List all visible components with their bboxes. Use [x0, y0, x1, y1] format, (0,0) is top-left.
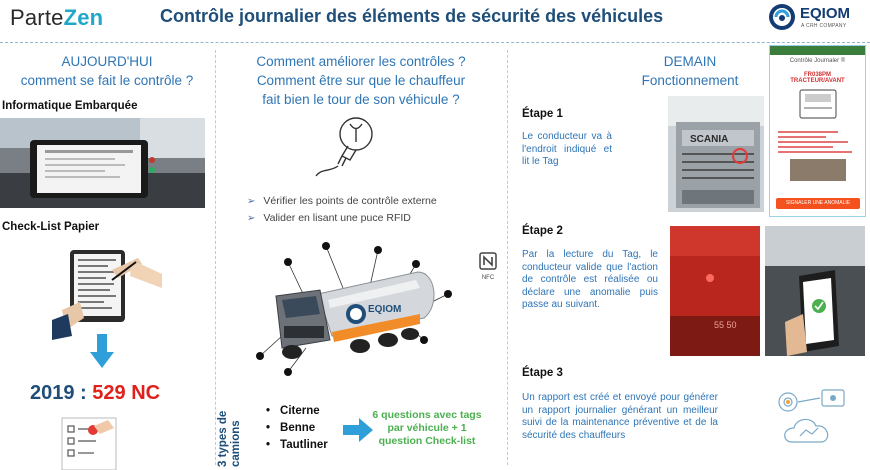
checklist-drawing-illustration: [58, 416, 120, 470]
control-bullets: [247, 193, 437, 227]
arrow-bullet-icon: ➢: [247, 213, 256, 224]
phone-truck-icon: [770, 84, 866, 122]
arrow-bullet-icon: ➢: [247, 196, 256, 207]
column-divider-left: [215, 50, 216, 465]
step1-text: Le conducteur va à l'endroit indiqué et lit le Tag: [522, 131, 612, 167]
step1-title: Étape 1: [522, 108, 563, 120]
embedded-label: Informatique Embarquée: [2, 100, 138, 112]
partezen-logo: [10, 5, 103, 31]
step2-title: Étape 2: [522, 225, 563, 237]
eqiom-mark-icon: [768, 3, 796, 31]
down-arrow-icon: [90, 334, 114, 370]
nfc-icon: [478, 252, 498, 281]
today-heading: [0, 52, 214, 90]
right-arrow-icon: [343, 418, 373, 442]
bullet-item: [247, 193, 437, 210]
paper-checklist-label: Check-List Papier: [2, 221, 100, 233]
phone-scan-photo: [765, 226, 865, 356]
bullet-text: Valider en lisant une puce RFID: [263, 212, 411, 224]
truck-types-list: [266, 403, 328, 454]
svg-text:55 50: 55 50: [714, 320, 737, 330]
step2-text: Par la lecture du Tag, le conducteur valide que l'action de contrôle est réalisée ou déclare une anomalie puis passe au suivant.: [522, 249, 658, 310]
scania-truck-photo: [668, 96, 764, 212]
phone-question-text: [778, 131, 857, 153]
nfc-label: NFC: [481, 275, 495, 281]
today-heading-line2: comment se fait le contrôle ?: [20, 73, 194, 88]
truck-types-vertical-text: 3 types de camions: [217, 410, 242, 467]
header: [0, 0, 870, 38]
report-cloud-icon: [772, 384, 854, 456]
logo-zen: Zen: [63, 5, 104, 30]
nc-value: 529 NC: [92, 382, 161, 404]
truck-type-item: • Tautliner: [266, 437, 328, 454]
header-divider: [0, 42, 870, 43]
phone-status-bar: [770, 46, 865, 55]
nc-year: 2019 :: [30, 382, 93, 404]
tomorrow-heading: [612, 52, 768, 90]
questions-summary: 6 questions avec tags par véhicule + 1 question Check-list: [372, 409, 482, 447]
bullet-item: [247, 210, 437, 227]
step3-title: Étape 3: [522, 367, 563, 379]
truck-type-item: • Citerne: [266, 403, 328, 420]
improve-heading-line3: fait bien le tour de son véhicule ?: [262, 92, 460, 107]
paper-checklist-illustration: [52, 240, 164, 340]
column-divider-right: [507, 50, 508, 465]
truck-type-item: • Benne: [266, 420, 328, 437]
tomorrow-heading-line1: DEMAIN: [663, 54, 717, 69]
improve-heading: [216, 52, 506, 109]
page-title: Contrôle journalier des éléments de sécurité des véhicules: [160, 6, 664, 26]
phone-vehicle: TRACTEUR/AVANT: [790, 78, 845, 84]
phone-truck-photo: [790, 159, 846, 181]
today-heading-line1: AUJOURD'HUI: [61, 54, 153, 69]
truck-eqiom-text: EQIOM: [368, 304, 402, 315]
tanker-truck-illustration: [248, 236, 458, 376]
nc-count: [30, 382, 160, 405]
step3-text: Un rapport est créé et envoyé pour générer un rapport journalier générant un meilleur suivi de la maintenance préventive et de la sécurité des chauffeurs: [522, 392, 718, 441]
phone-app-title: Contrôle Journaler ®: [789, 58, 846, 64]
onboard-tablet-photo: [0, 118, 205, 208]
eqiom-logo: [768, 3, 868, 35]
logo-part: Parte: [10, 5, 64, 30]
improve-heading-line2: Comment être sur que le chauffeur: [256, 73, 466, 88]
eqiom-subtitle: A CRH COMPANY: [801, 23, 847, 29]
phone-plate: FR038PM: [803, 72, 831, 78]
improve-heading-line1: Comment améliorer les contrôles ?: [256, 54, 466, 69]
tomorrow-heading-line2: Fonctionnement: [641, 73, 739, 88]
phone-app-screenshot: [769, 45, 866, 217]
red-truck-tag-photo: [670, 226, 760, 356]
lightbulb-icon: [312, 112, 384, 180]
report-anomaly-button[interactable]: SIGNALER UNE ANOMALIE: [776, 198, 860, 209]
bullet-text: Vérifier les points de contrôle externe: [263, 195, 437, 207]
scania-logo-text: SCANIA: [690, 134, 729, 145]
eqiom-brand: EQIOM: [800, 5, 851, 22]
